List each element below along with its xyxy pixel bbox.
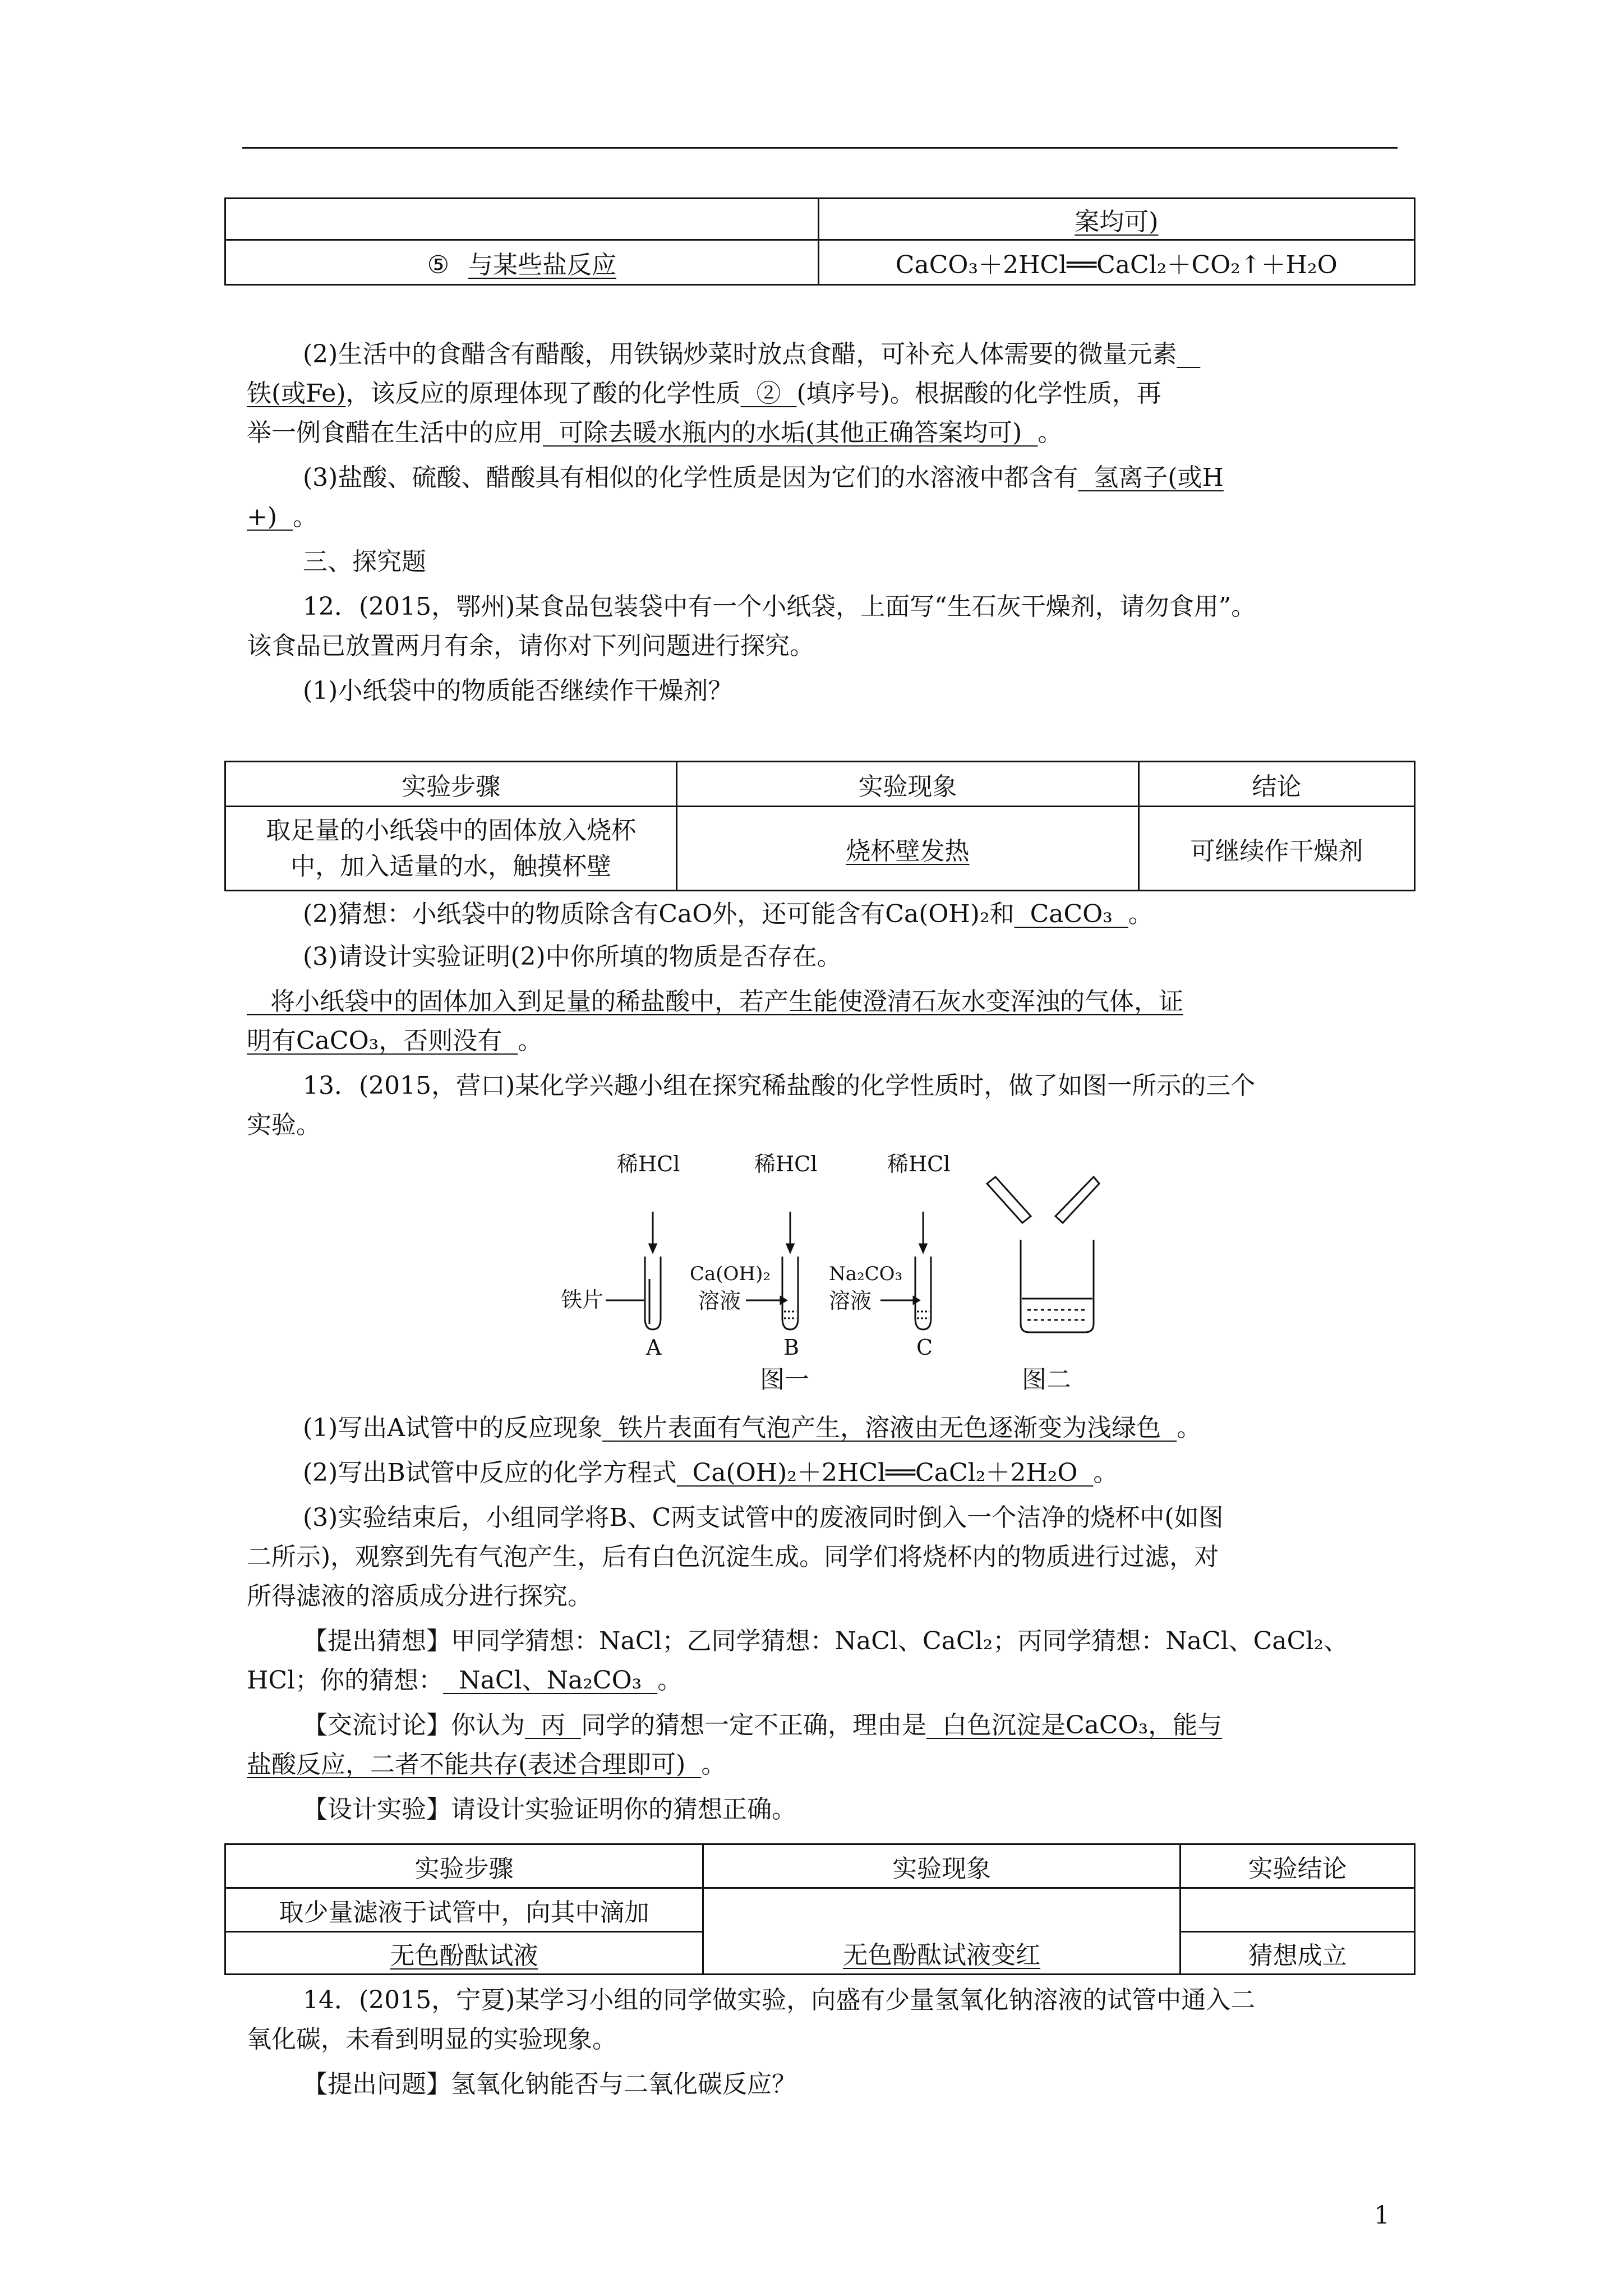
q11-part2-line2: 铁(或Fe)，该反应的原理体现了酸的化学性质 ② (填序号)。根据酸的化学性质，再	[247, 379, 1161, 408]
answer-blank: Ca(OH)₂＋2HCl══CaCl₂＋2H₂O	[692, 1458, 1078, 1487]
q12-stem-line2: 该食品已放置两月有余，请你对下列问题进行探究。	[247, 632, 814, 660]
q13-stem-line1: 13．(2015，营口)某化学兴趣小组在探究稀盐酸的化学性质时，做了如图一所示的三个	[303, 1071, 1256, 1100]
q14-stem-line2: 氧化碳，未看到明显的实验现象。	[247, 2025, 617, 2054]
acid-label-b: 稀HCl	[754, 1152, 818, 1176]
answer-blank: 盐酸反应，二者不能共存(表述合理即可)	[247, 1750, 686, 1779]
page-number: 1	[1374, 2201, 1390, 2230]
table-cell-step-answer: 无色酚酞试液	[225, 1932, 703, 1975]
table-cell-conclusion: 可继续作干燥剂	[1138, 807, 1414, 891]
tube-label-c: C	[916, 1335, 933, 1360]
reagent-label-c-solution: 溶液	[829, 1289, 872, 1313]
q13-hypothesis-line1: 【提出猜想】甲同学猜想：NaCl；乙同学猜想：NaCl、CaCl₂；丙同学猜想：NaCl、CaCl₂、	[303, 1627, 1348, 1655]
q11-part3-line1: (3)盐酸、硫酸、醋酸具有相似的化学性质是因为它们的水溶液中都含有 氢离子(或H	[303, 463, 1224, 492]
table-header: 实验步骤	[225, 762, 677, 807]
table-header: 实验现象	[677, 762, 1139, 807]
q12-part1: (1)小纸袋中的物质能否继续作干燥剂？	[303, 677, 733, 705]
q13-design: 【设计实验】请设计实验证明你的猜想正确。	[303, 1795, 796, 1824]
chemical-equation: CaCO₃＋2HCl══CaCl₂＋CO₂↑＋H₂O	[895, 250, 1338, 279]
acid-label-a: 稀HCl	[617, 1152, 680, 1176]
answer-blank: 铁(或Fe)	[247, 379, 346, 408]
answer-blank: 铁片表面有气泡产生，溶液由无色逐渐变为浅绿色	[618, 1414, 1161, 1442]
tube-label-b: B	[783, 1335, 799, 1360]
table-header: 实验步骤	[225, 1844, 703, 1888]
table-cell-conclusion: 猜想成立	[1181, 1932, 1415, 1975]
q11-part2-line3: 举一例食醋在生活中的应用 可除去暖水瓶内的水垢(其他正确答案均可) 。	[247, 418, 1063, 447]
table-cell-phenomenon: 无色酚酞试液变红	[703, 1932, 1180, 1975]
section-heading: 三、探究题	[303, 547, 426, 576]
q12-part2: (2)猜想：小纸袋中的物质除含有CaO外，还可能含有Ca(OH)₂和 CaCO₃ 。	[303, 900, 1153, 928]
answer-blank: 明有CaCO₃，否则没有	[247, 1027, 502, 1055]
q11-part2-line1: (2)生活中的食醋含有醋酸，用铁锅炒菜时放点食醋，可补充人体需要的微量元素	[303, 340, 1177, 369]
q11-part3-line2: +) 。	[247, 503, 318, 531]
answer-blank: NaCl、Na₂CO₃	[459, 1666, 642, 1695]
answer-blank: ②	[756, 379, 781, 408]
tube-label-a: A	[646, 1335, 662, 1360]
q13-part3-line2: 二所示)，观察到先有气泡产生，后有白色沉淀生成。同学们将烧杯内的物质进行过滤，对	[247, 1543, 1219, 1571]
table-header: 实验现象	[703, 1844, 1180, 1888]
reagent-label-b: Ca(OH)₂	[690, 1263, 771, 1285]
header-rule	[242, 147, 1398, 149]
q13-experiment-table	[224, 1843, 1415, 1975]
q13-part1: (1)写出A试管中的反应现象 铁片表面有气泡产生，溶液由无色逐渐变为浅绿色 。	[303, 1414, 1202, 1442]
answer-blank: CaCO₃	[1030, 900, 1113, 928]
q12-experiment-table	[224, 761, 1415, 891]
table-cell-step: 取少量滤液于试管中，向其中滴加	[225, 1888, 703, 1932]
answer-blank: 可除去暖水瓶内的水垢(其他正确答案均可)	[558, 418, 1022, 447]
q12-part3: (3)请设计实验证明(2)中你所填的物质是否存在。	[303, 942, 842, 971]
q14-question: 【提出问题】氢氧化钠能否与二氧化碳反应？	[303, 2070, 796, 2099]
figure-caption-1: 图一	[760, 1365, 809, 1394]
answer-blank: 与某些盐反应	[468, 250, 617, 279]
q13-part3-line1: (3)实验结束后，小组同学将B、C两支试管中的废液同时倒入一个洁净的烧杯中(如图	[303, 1503, 1224, 1532]
acid-properties-table	[224, 197, 1415, 286]
table-cell-step: 取足量的小纸袋中的固体放入烧杯 中，加入适量的水，触摸杯壁	[225, 807, 677, 891]
answer-blank: 白色沉淀是CaCO₃，能与	[942, 1711, 1223, 1740]
q13-discussion-line1: 【交流讨论】你认为 丙 同学的猜想一定不正确，理由是 白色沉淀是CaCO₃，能与	[303, 1711, 1223, 1740]
table-header: 结论	[1138, 762, 1414, 807]
q13-hypothesis-line2: HCl；你的猜想： NaCl、Na₂CO₃ 。	[247, 1666, 683, 1695]
q12-part3-answer-line1	[247, 985, 1183, 1019]
table-cell-phenomenon: 烧杯壁发热	[677, 807, 1139, 891]
answer-blank: 丙	[540, 1711, 565, 1740]
acid-label-c: 稀HCl	[887, 1152, 951, 1176]
q13-discussion-line2: 盐酸反应，二者不能共存(表述合理即可) 。	[247, 1750, 726, 1779]
q13-stem-line2: 实验。	[247, 1111, 321, 1139]
answer-blank: 氢离子(或H	[1094, 463, 1224, 492]
table-header: 实验结论	[1181, 1844, 1415, 1888]
answer-blank: +)	[247, 503, 278, 531]
q13-part2: (2)写出B试管中反应的化学方程式 Ca(OH)₂＋2HCl══CaCl₂＋2H₂O 。	[303, 1458, 1118, 1487]
reagent-label-c: Na₂CO₃	[829, 1263, 903, 1285]
reagent-label-b-solution: 溶液	[698, 1289, 741, 1313]
figure-caption-2: 图二	[1022, 1365, 1071, 1394]
q12-part3-answer-line2: 明有CaCO₃，否则没有 。	[247, 1027, 543, 1055]
q13-part3-line3: 所得滤液的溶质成分进行探究。	[247, 1582, 592, 1611]
reagent-label-a: 铁片	[561, 1287, 604, 1312]
answer-blank: 案均可)	[1075, 207, 1159, 236]
answer-blank: 将小纸袋中的固体加入到足量的稀盐酸中，若产生能使澄清石灰水变浑浊的气体，证	[270, 987, 1183, 1016]
experiment-figure	[561, 1150, 1122, 1363]
q12-stem-line1: 12．(2015，鄂州)某食品包装袋中有一个小纸袋，上面写“生石灰干燥剂，请勿食用”。	[303, 592, 1256, 621]
q14-stem-line1: 14．(2015，宁夏)某学习小组的同学做实验，向盛有少量氢氧化钠溶液的试管中通入二	[303, 1986, 1256, 2014]
property-number: ⑤	[427, 250, 450, 279]
